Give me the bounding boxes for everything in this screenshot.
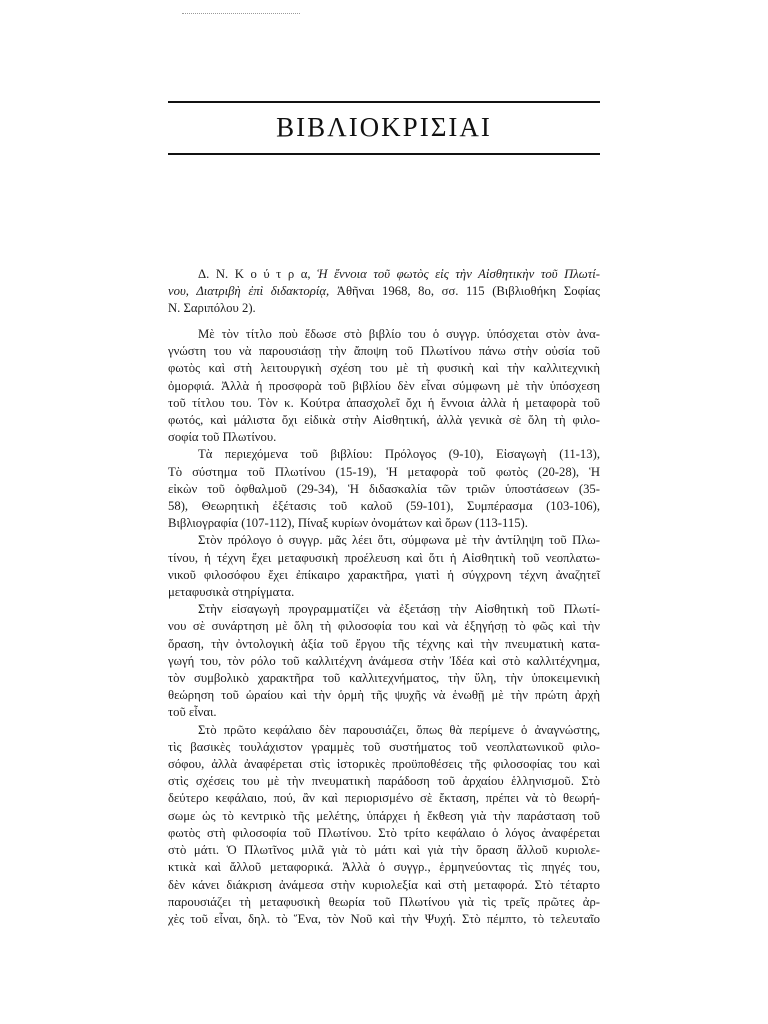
- title-rule-bottom: [168, 153, 600, 155]
- text-line: Στὸν πρόλογο ὁ συγγρ. μᾶς λέει ὅτι, σύμφωνα μὲ τὴν ἀντίληψη τοῦ Πλω-: [198, 533, 600, 548]
- text-line: Βιβλιογραφία (107-112), Πίναξ κυρίων ὀνομάτων καὶ ὅρων (113-115).: [168, 516, 528, 531]
- text-line: μεταφυσικὰ στηρίγματα.: [168, 585, 295, 600]
- text-line: Μὲ τὸν τίτλο ποὺ ἔδωσε στὸ βιβλίο του ὁ συγγρ. ὑπόσχεται στὸν ἀνα-: [198, 327, 600, 341]
- text-line: κτικὰ καὶ ἄλλοῦ μεταφορικά. Ἀλλὰ ὁ συγγρ., ἑρμηνεύοντας τὶς πηγές του,: [168, 860, 600, 875]
- text-line: ὀμορφιά. Ἀλλὰ ἡ προσφορὰ τοῦ βιβλίου δὲν εἶναι σύμφωνη μὲ τὴν ὑπόσχεση: [168, 378, 600, 393]
- text-line: τοῦ εἶναι.: [168, 705, 217, 720]
- citation-line: [168, 300, 600, 317]
- text-line: 58), Θεωρητικὴ ἐξέτασις τοῦ καλοῦ (59-101), Συμπέρασμα (103-106),: [168, 499, 600, 514]
- citation-segment: Ν. Σαριπόλου 2).: [168, 301, 256, 316]
- citation-line: [168, 283, 600, 300]
- text-line: τοῦ τίτλου του. Τὸν κ. Κούτρα ἀπασχολεῖ ὄχι ἡ ἔννοια ἀλλὰ ἡ μεταφορὰ τοῦ: [168, 395, 600, 410]
- text-line: ὅραση, τὴν ὀντολογικὴ ἀξία τοῦ ἔργου τῆς τέχνης καὶ τὴν πνευματικὴ κατα-: [168, 636, 600, 651]
- text-line: φωτὸς καὶ στὴ λειτουργικὴ σχέση του μὲ τὴ φυσικὴ καὶ τὴν καλλιτεχνικὴ: [168, 361, 600, 376]
- citation-segment: Ἡ ἔννοια τοῦ φωτὸς εἰς τὴν Αἰσθητικὴν τοῦ Πλωτί-: [310, 267, 601, 281]
- title-rule-top: [168, 101, 600, 103]
- text-line: θεώρηση τοῦ ὡραίου καὶ τὴν ὁρμὴ τῆς ψυχῆς νὰ ἑνωθῇ μὲ τὴν πρώτη ἀρχὴ: [168, 688, 600, 703]
- text-line: φωτὸς στὴ φιλοσοφία τοῦ Πλωτίνου. Στὸ τρίτο κεφάλαιο ὁ λόγος ἀναφέρεται: [168, 825, 600, 840]
- text-line: γωγή του, τὸν ρόλο τοῦ καλλιτέχνη ἀνάμεσα στὴν Ἰδέα καὶ στὸ καλλιτέχνημα,: [168, 653, 600, 668]
- citation-line: [168, 266, 600, 283]
- text-line: δεύτερο κεφάλαιο, πού, ἂν καὶ περιορισμένο σὲ ἔκταση, πρέπει νὰ τὸ θεωρή-: [168, 791, 600, 806]
- text-line: δὲν κάνει διάκριση ἀνάμεσα στὴν κυριολεξία καὶ στὴ μεταφορά. Στὸ τέταρτο: [168, 877, 600, 892]
- citation-segment: νου, Διατριβὴ ἐπὶ διδακτορίᾳ,: [168, 284, 330, 299]
- text-line: τίνου, ἡ τέχνη ἔχει μεταφυσικὴ προέλευση καὶ ὅτι ἡ Αἰσθητικὴ τοῦ νεοπλατω-: [168, 550, 600, 565]
- text-line: τὸν συμβολικὸ χαρακτῆρα τοῦ καλλιτεχνήματος, τὴν ὕλη, τὴν ὑποκειμενικὴ: [168, 671, 600, 686]
- text-line: εἰκὼν τοῦ ὀφθαλμοῦ (29-34), Ἡ διδασκαλία τῶν τριῶν ὑποστάσεων (35-: [168, 481, 600, 496]
- text-line: στὶς σχέσεις του μὲ τὴν πνευματικὴ παράδοση τοῦ ἀρχαίου ἑλληνισμοῦ. Στὸ: [168, 774, 600, 789]
- text-line: χὲς τοῦ εἶναι, δηλ. τὸ Ἕνα, τὸν Νοῦ καὶ τὴν Ψυχή. Στὸ πέμπτο, τὸ τελευταῖο: [168, 911, 600, 926]
- text-line: φωτός, καὶ μάλιστα ὄχι εἰδικὰ στὴν Αἰσθητική, ἀλλὰ γενικὰ σὲ ὅλη τὴ φιλο-: [168, 413, 600, 428]
- review-body: [168, 326, 600, 928]
- text-line: σωμε ὡς τὸ κεντρικὸ τῆς μελέτης, ὑπάρχει ἡ ἔκθεση γιὰ τὴν παράσταση τοῦ: [168, 808, 600, 823]
- citation-segment: Δ. Ν. Κ ο ύ τ ρ α,: [198, 267, 311, 281]
- text-line: παρουσιάζει τὴ μεταφυσικὴ θεωρία τοῦ Πλωτίνου γιὰ τὶς τρεῖς πρῶτες ἀρ-: [168, 894, 600, 909]
- text-line: Τὸ σύστημα τοῦ Πλωτίνου (15-19), Ἡ μεταφορὰ τοῦ φωτὸς (20-28), Ἡ: [168, 464, 600, 479]
- text-line: γνώστη του νὰ παρουσιάσῃ τὴν ἄποψη τοῦ Πλωτίνου πάνω στὴν οὐσία τοῦ: [168, 344, 600, 359]
- text-line: νου σὲ συνάρτηση μὲ ὅλη τὴ φιλοσοφία του καὶ νὰ ἐξηγήσῃ τὸ φῶς καὶ τὴν: [168, 619, 600, 634]
- text-line: Στὸ πρῶτο κεφάλαιο δὲν παρουσιάζει, ὅπως θὰ περίμενε ὁ ἀναγνώστης,: [198, 722, 600, 737]
- citation-segment: Ἀθῆναι 1968, 8ο, σσ. 115 (Βιβλιοθήκη Σοφίας: [329, 284, 600, 299]
- text-line: στὸ μάτι. Ὁ Πλωτῖνος μιλᾶ γιὰ τὸ μάτι καὶ γιὰ τὴν ὅραση ἄλλοῦ κυριολε-: [168, 843, 600, 858]
- text-line: σοφία τοῦ Πλωτίνου.: [168, 430, 277, 445]
- text-line: Τὰ περιεχόμενα τοῦ βιβλίου: Πρόλογος (9-10), Εἰσαγωγὴ (11-13),: [198, 447, 600, 462]
- page-title: ΒΙΒΛΙΟΚΡΙΣΙΑΙ: [276, 112, 492, 142]
- scan-artifact-mark: [182, 13, 300, 14]
- text-line: σόφου, ἀλλὰ ἀναφέρεται στὶς ἱστορικὲς προϋποθέσεις τῆς φιλοσοφίας του καὶ: [168, 757, 600, 772]
- text-line: Στὴν εἰσαγωγὴ προγραμματίζει νὰ ἐξετάσῃ τὴν Αἰσθητικὴ τοῦ Πλωτί-: [198, 602, 600, 617]
- book-citation: [168, 266, 600, 318]
- text-line: νικοῦ φιλοσόφου ἔχει ἐπίκαιρο χαρακτῆρα, γιατὶ ἡ σύγχρονη τέχνη ἀναζητεῖ: [168, 567, 600, 582]
- text-line: τὶς βασικὲς τουλάχιστον γραμμὲς τοῦ συστήματος τοῦ νεοπλατωνικοῦ φιλο-: [168, 739, 600, 754]
